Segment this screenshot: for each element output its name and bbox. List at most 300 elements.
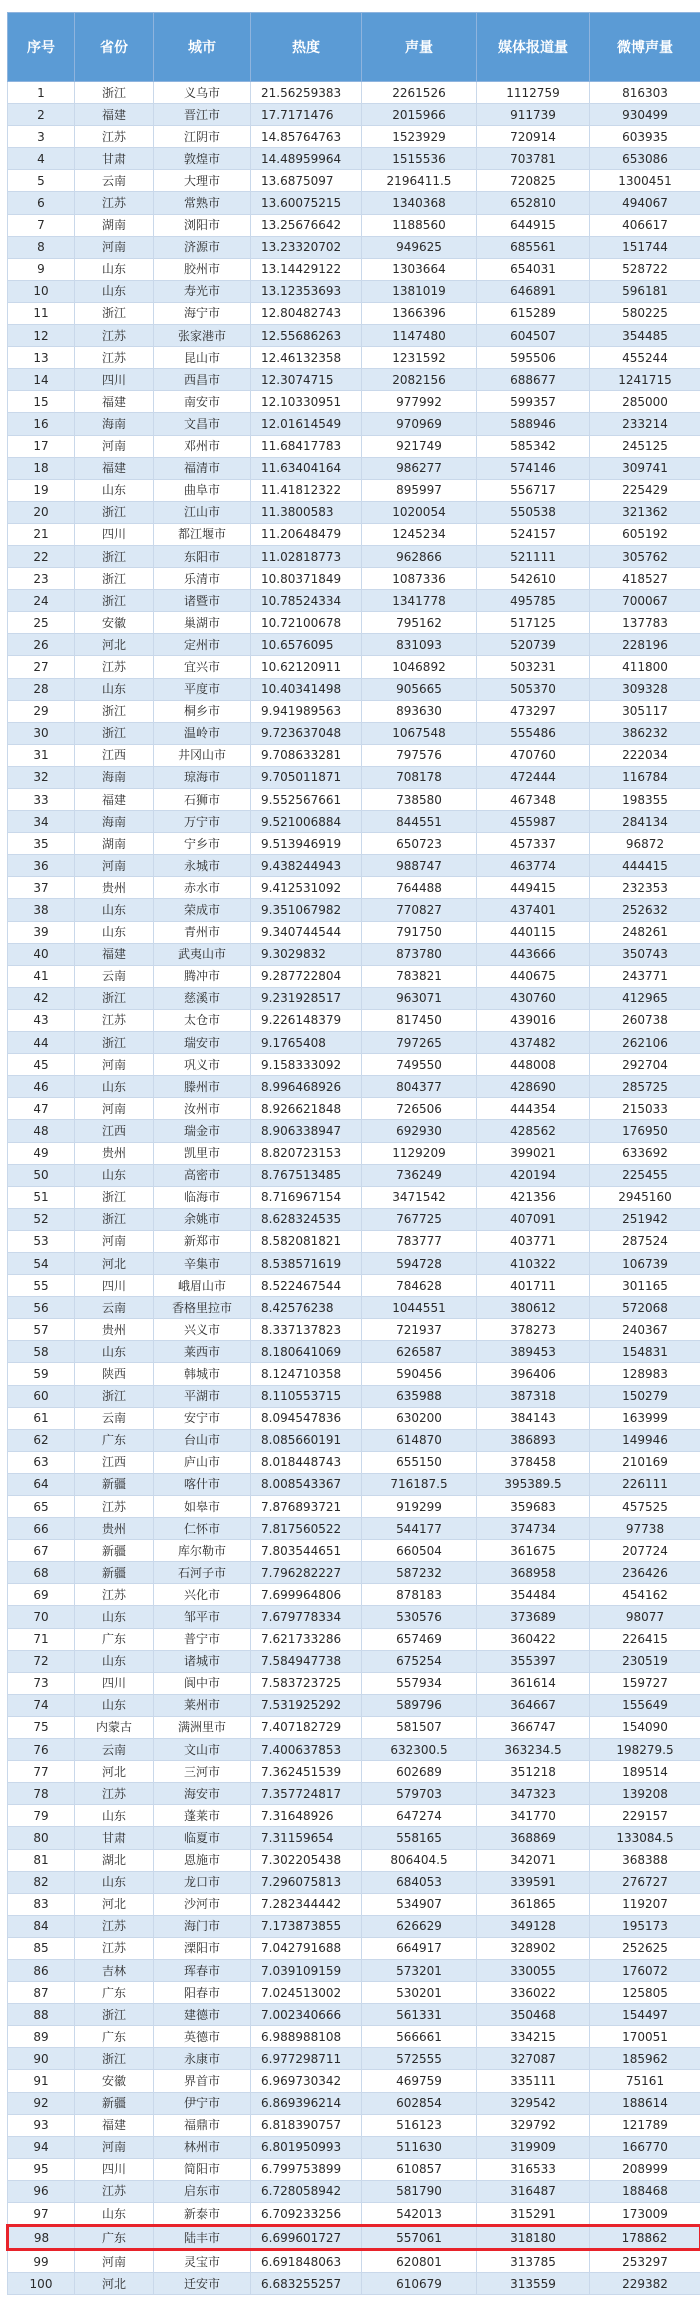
row-weibo-volume: 245125	[590, 435, 700, 457]
table-row	[8, 1761, 700, 1783]
row-city: 慈溪市	[154, 987, 251, 1009]
row-city: 启东市	[154, 2180, 251, 2202]
table-row	[8, 214, 700, 236]
table-row	[8, 1716, 700, 1738]
row-media-reports: 599357	[477, 391, 590, 413]
row-city: 普宁市	[154, 1628, 251, 1650]
row-volume: 783821	[362, 965, 477, 987]
row-volume: 1366396	[362, 302, 477, 324]
row-province: 新疆	[75, 1562, 154, 1584]
row-heat: 6.988988108	[251, 2026, 362, 2048]
row-province: 江苏	[75, 1009, 154, 1031]
row-volume: 1515536	[362, 148, 477, 170]
row-volume: 963071	[362, 987, 477, 1009]
row-media-reports: 389453	[477, 1341, 590, 1363]
row-weibo-volume: 229382	[590, 2273, 700, 2295]
row-weibo-volume: 309328	[590, 678, 700, 700]
row-heat: 6.691848063	[251, 2250, 362, 2273]
row-heat: 8.628324535	[251, 1208, 362, 1230]
row-volume: 1341778	[362, 590, 477, 612]
row-province: 山东	[75, 921, 154, 943]
row-volume: 579703	[362, 1783, 477, 1805]
row-weibo-volume: 285725	[590, 1076, 700, 1098]
row-province: 山东	[75, 678, 154, 700]
row-weibo-volume: 139208	[590, 1783, 700, 1805]
row-heat: 8.906338947	[251, 1120, 362, 1142]
row-province: 河南	[75, 855, 154, 877]
row-volume: 572555	[362, 2048, 477, 2070]
row-volume: 530201	[362, 1982, 477, 2004]
row-city: 寿光市	[154, 280, 251, 302]
row-volume: 893630	[362, 700, 477, 722]
row-index: 25	[8, 612, 75, 634]
row-volume: 1188560	[362, 214, 477, 236]
row-city: 定州市	[154, 634, 251, 656]
row-volume: 2196411.5	[362, 170, 477, 192]
table-row	[8, 1982, 700, 2004]
row-index: 43	[8, 1009, 75, 1031]
row-city: 永城市	[154, 855, 251, 877]
row-media-reports: 316487	[477, 2180, 590, 2202]
row-index: 57	[8, 1319, 75, 1341]
row-volume: 626629	[362, 1915, 477, 1937]
row-index: 82	[8, 1871, 75, 1893]
row-index: 14	[8, 369, 75, 391]
row-index: 72	[8, 1650, 75, 1672]
row-media-reports: 495785	[477, 590, 590, 612]
row-index: 83	[8, 1893, 75, 1915]
table-row	[8, 435, 700, 457]
row-heat: 7.679778334	[251, 1606, 362, 1628]
row-heat: 9.340744544	[251, 921, 362, 943]
row-heat: 10.62120911	[251, 656, 362, 678]
row-province: 陕西	[75, 1363, 154, 1385]
table-row	[8, 2273, 700, 2295]
row-province: 内蒙古	[75, 1716, 154, 1738]
row-weibo-volume: 116784	[590, 766, 700, 788]
row-province: 四川	[75, 1672, 154, 1694]
table-row	[8, 391, 700, 413]
row-province: 河南	[75, 1054, 154, 1076]
row-province: 四川	[75, 2158, 154, 2180]
row-heat: 9.708633281	[251, 744, 362, 766]
row-city: 兴义市	[154, 1319, 251, 1341]
row-media-reports: 354484	[477, 1584, 590, 1606]
row-weibo-volume: 137783	[590, 612, 700, 634]
row-city: 临夏市	[154, 1827, 251, 1849]
row-weibo-volume: 96872	[590, 833, 700, 855]
row-weibo-volume: 195173	[590, 1915, 700, 1937]
row-media-reports: 503231	[477, 656, 590, 678]
row-city: 伊宁市	[154, 2092, 251, 2114]
row-city: 阆中市	[154, 1672, 251, 1694]
row-media-reports: 374734	[477, 1518, 590, 1540]
row-heat: 7.362451539	[251, 1761, 362, 1783]
row-weibo-volume: 189514	[590, 1761, 700, 1783]
table-row	[8, 2092, 700, 2114]
row-heat: 8.42576238	[251, 1297, 362, 1319]
row-media-reports: 395389.5	[477, 1473, 590, 1495]
table-row	[8, 2004, 700, 2026]
row-index: 92	[8, 2092, 75, 2114]
row-province: 江西	[75, 744, 154, 766]
row-weibo-volume: 321362	[590, 501, 700, 523]
row-index: 18	[8, 457, 75, 479]
row-volume: 1129209	[362, 1142, 477, 1164]
row-heat: 6.969730342	[251, 2070, 362, 2092]
row-province: 山东	[75, 1341, 154, 1363]
table-row	[8, 1297, 700, 1319]
row-volume: 708178	[362, 766, 477, 788]
row-heat: 7.407182729	[251, 1716, 362, 1738]
row-heat: 7.796282227	[251, 1562, 362, 1584]
row-province: 江苏	[75, 126, 154, 148]
row-media-reports: 505370	[477, 678, 590, 700]
row-weibo-volume: 151744	[590, 236, 700, 258]
row-media-reports: 380612	[477, 1297, 590, 1319]
row-province: 浙江	[75, 82, 154, 104]
table-row	[8, 1694, 700, 1716]
row-media-reports: 378458	[477, 1451, 590, 1473]
row-province: 江苏	[75, 347, 154, 369]
row-media-reports: 373689	[477, 1606, 590, 1628]
row-province: 山东	[75, 1650, 154, 1672]
row-province: 湖南	[75, 214, 154, 236]
row-province: 福建	[75, 391, 154, 413]
row-index: 96	[8, 2180, 75, 2202]
row-province: 福建	[75, 457, 154, 479]
row-weibo-volume: 163999	[590, 1407, 700, 1429]
row-heat: 6.709233256	[251, 2203, 362, 2226]
row-volume: 962866	[362, 545, 477, 567]
row-media-reports: 420194	[477, 1164, 590, 1186]
row-province: 河北	[75, 634, 154, 656]
row-volume: 797265	[362, 1032, 477, 1054]
row-city: 胶州市	[154, 258, 251, 280]
row-media-reports: 470760	[477, 744, 590, 766]
row-index: 58	[8, 1341, 75, 1363]
table-row	[8, 1893, 700, 1915]
row-media-reports: 351218	[477, 1761, 590, 1783]
row-index: 75	[8, 1716, 75, 1738]
row-media-reports: 336022	[477, 1982, 590, 2004]
row-province: 河南	[75, 1230, 154, 1252]
header-heat: 热度	[251, 13, 362, 82]
row-city: 温岭市	[154, 722, 251, 744]
row-weibo-volume: 572068	[590, 1297, 700, 1319]
table-row	[8, 943, 700, 965]
row-media-reports: 341770	[477, 1805, 590, 1827]
row-city: 井冈山市	[154, 744, 251, 766]
row-city: 安宁市	[154, 1407, 251, 1429]
row-city: 济源市	[154, 236, 251, 258]
row-index: 27	[8, 656, 75, 678]
row-city: 浏阳市	[154, 214, 251, 236]
row-weibo-volume: 185962	[590, 2048, 700, 2070]
row-province: 福建	[75, 2114, 154, 2136]
row-province: 福建	[75, 943, 154, 965]
row-media-reports: 720825	[477, 170, 590, 192]
row-index: 15	[8, 391, 75, 413]
row-volume: 557061	[362, 2226, 477, 2250]
row-province: 山东	[75, 1076, 154, 1098]
row-media-reports: 335111	[477, 2070, 590, 2092]
table-row	[8, 1827, 700, 1849]
row-province: 山东	[75, 1164, 154, 1186]
row-media-reports: 595506	[477, 347, 590, 369]
row-index: 31	[8, 744, 75, 766]
row-index: 94	[8, 2136, 75, 2158]
row-weibo-volume: 1241715	[590, 369, 700, 391]
row-media-reports: 316533	[477, 2158, 590, 2180]
row-heat: 6.869396214	[251, 2092, 362, 2114]
row-province: 山东	[75, 1871, 154, 1893]
row-media-reports: 386893	[477, 1429, 590, 1451]
row-heat: 9.552567661	[251, 789, 362, 811]
row-heat: 8.110553715	[251, 1385, 362, 1407]
row-weibo-volume: 455244	[590, 347, 700, 369]
row-weibo-volume: 309741	[590, 457, 700, 479]
row-weibo-volume: 580225	[590, 302, 700, 324]
row-city: 都江堰市	[154, 523, 251, 545]
row-media-reports: 313559	[477, 2273, 590, 2295]
table-row	[8, 965, 700, 987]
row-volume: 721937	[362, 1319, 477, 1341]
header-index: 序号	[8, 13, 75, 82]
row-city: 大理市	[154, 170, 251, 192]
table-row	[8, 789, 700, 811]
row-media-reports: 437482	[477, 1032, 590, 1054]
row-heat: 8.538571619	[251, 1252, 362, 1274]
row-media-reports: 318180	[477, 2226, 590, 2250]
table-row	[8, 1562, 700, 1584]
row-heat: 12.80482743	[251, 302, 362, 324]
row-volume: 558165	[362, 1827, 477, 1849]
row-volume: 2015966	[362, 104, 477, 126]
row-heat: 11.68417783	[251, 435, 362, 457]
row-province: 四川	[75, 1275, 154, 1297]
row-province: 山东	[75, 1694, 154, 1716]
row-volume: 602854	[362, 2092, 477, 2114]
row-province: 浙江	[75, 590, 154, 612]
row-media-reports: 410322	[477, 1252, 590, 1274]
row-weibo-volume: 210169	[590, 1451, 700, 1473]
row-volume: 2261526	[362, 82, 477, 104]
table-row	[8, 126, 700, 148]
row-heat: 9.231928517	[251, 987, 362, 1009]
row-weibo-volume: 98077	[590, 1606, 700, 1628]
row-media-reports: 542610	[477, 568, 590, 590]
row-heat: 8.926621848	[251, 1098, 362, 1120]
row-heat: 10.40341498	[251, 678, 362, 700]
row-province: 江苏	[75, 192, 154, 214]
row-province: 河南	[75, 236, 154, 258]
row-heat: 8.767513485	[251, 1164, 362, 1186]
row-index: 22	[8, 545, 75, 567]
row-index: 61	[8, 1407, 75, 1429]
row-volume: 806404.5	[362, 1849, 477, 1871]
row-media-reports: 401711	[477, 1275, 590, 1297]
row-heat: 14.48959964	[251, 148, 362, 170]
row-media-reports: 315291	[477, 2203, 590, 2226]
row-volume: 1020054	[362, 501, 477, 523]
row-volume: 660504	[362, 1540, 477, 1562]
row-volume: 692930	[362, 1120, 477, 1142]
row-city: 曲阜市	[154, 479, 251, 501]
row-media-reports: 467348	[477, 789, 590, 811]
row-heat: 17.7171476	[251, 104, 362, 126]
row-volume: 594728	[362, 1252, 477, 1274]
row-weibo-volume: 166770	[590, 2136, 700, 2158]
row-media-reports: 360422	[477, 1628, 590, 1650]
row-media-reports: 339591	[477, 1871, 590, 1893]
row-media-reports: 1112759	[477, 82, 590, 104]
row-province: 广东	[75, 2226, 154, 2250]
row-index: 71	[8, 1628, 75, 1650]
row-province: 贵州	[75, 1142, 154, 1164]
row-volume: 684053	[362, 1871, 477, 1893]
row-heat: 7.002340666	[251, 2004, 362, 2026]
row-volume: 469759	[362, 2070, 477, 2092]
table-row	[8, 1142, 700, 1164]
row-index: 88	[8, 2004, 75, 2026]
table-row	[8, 1783, 700, 1805]
row-heat: 6.799753899	[251, 2158, 362, 2180]
table-row	[8, 1252, 700, 1274]
row-city: 迁安市	[154, 2273, 251, 2295]
row-city: 太仓市	[154, 1009, 251, 1031]
table-row	[8, 811, 700, 833]
row-city: 石狮市	[154, 789, 251, 811]
table-row	[8, 1275, 700, 1297]
row-city: 凯里市	[154, 1142, 251, 1164]
table-row	[8, 722, 700, 744]
table-row	[8, 1054, 700, 1076]
row-heat: 13.23320702	[251, 236, 362, 258]
row-heat: 8.582081821	[251, 1230, 362, 1252]
row-weibo-volume: 412965	[590, 987, 700, 1009]
row-city: 西昌市	[154, 369, 251, 391]
row-weibo-volume: 198355	[590, 789, 700, 811]
row-media-reports: 440115	[477, 921, 590, 943]
row-volume: 764488	[362, 877, 477, 899]
row-city: 诸城市	[154, 1650, 251, 1672]
row-city: 巢湖市	[154, 612, 251, 634]
row-weibo-volume: 596181	[590, 280, 700, 302]
row-volume: 738580	[362, 789, 477, 811]
table-row	[8, 523, 700, 545]
row-index: 60	[8, 1385, 75, 1407]
row-city: 溧阳市	[154, 1937, 251, 1959]
row-index: 42	[8, 987, 75, 1009]
row-heat: 12.46132358	[251, 347, 362, 369]
row-volume: 726506	[362, 1098, 477, 1120]
row-city: 韩城市	[154, 1363, 251, 1385]
row-province: 福建	[75, 104, 154, 126]
row-index: 30	[8, 722, 75, 744]
row-volume: 664917	[362, 1937, 477, 1959]
row-index: 91	[8, 2070, 75, 2092]
row-weibo-volume: 170051	[590, 2026, 700, 2048]
row-weibo-volume: 368388	[590, 1849, 700, 1871]
row-media-reports: 524157	[477, 523, 590, 545]
row-city: 莱州市	[154, 1694, 251, 1716]
row-city: 江阴市	[154, 126, 251, 148]
table-row	[8, 1518, 700, 1540]
row-index: 50	[8, 1164, 75, 1186]
row-heat: 12.3074715	[251, 369, 362, 391]
row-volume: 1044551	[362, 1297, 477, 1319]
row-index: 13	[8, 347, 75, 369]
row-province: 江苏	[75, 2180, 154, 2202]
row-index: 29	[8, 700, 75, 722]
row-province: 江苏	[75, 656, 154, 678]
row-heat: 9.521006884	[251, 811, 362, 833]
table-row	[8, 1363, 700, 1385]
table-row	[8, 1164, 700, 1186]
row-city: 海门市	[154, 1915, 251, 1937]
row-heat: 13.14429122	[251, 258, 362, 280]
row-heat: 11.41812322	[251, 479, 362, 501]
row-weibo-volume: 457525	[590, 1496, 700, 1518]
row-city: 灵宝市	[154, 2250, 251, 2273]
row-volume: 1046892	[362, 656, 477, 678]
row-city: 宁乡市	[154, 833, 251, 855]
row-city: 仁怀市	[154, 1518, 251, 1540]
row-weibo-volume: 386232	[590, 722, 700, 744]
row-province: 江苏	[75, 1915, 154, 1937]
row-media-reports: 652810	[477, 192, 590, 214]
row-media-reports: 319909	[477, 2136, 590, 2158]
row-city: 沙河市	[154, 1893, 251, 1915]
row-volume: 736249	[362, 1164, 477, 1186]
row-media-reports: 688677	[477, 369, 590, 391]
row-media-reports: 364667	[477, 1694, 590, 1716]
row-media-reports: 473297	[477, 700, 590, 722]
row-weibo-volume: 285000	[590, 391, 700, 413]
row-province: 广东	[75, 1628, 154, 1650]
row-index: 11	[8, 302, 75, 324]
row-heat: 7.400637853	[251, 1739, 362, 1761]
row-heat: 9.723637048	[251, 722, 362, 744]
table-row	[8, 280, 700, 302]
row-index: 20	[8, 501, 75, 523]
row-weibo-volume: 229157	[590, 1805, 700, 1827]
row-city: 桐乡市	[154, 700, 251, 722]
row-volume: 1245234	[362, 523, 477, 545]
row-city: 海宁市	[154, 302, 251, 324]
row-index: 12	[8, 325, 75, 347]
row-index: 21	[8, 523, 75, 545]
row-volume: 561331	[362, 2004, 477, 2026]
row-province: 海南	[75, 413, 154, 435]
row-province: 海南	[75, 811, 154, 833]
row-city: 常熟市	[154, 192, 251, 214]
row-province: 甘肃	[75, 1827, 154, 1849]
row-media-reports: 588946	[477, 413, 590, 435]
row-heat: 7.876893721	[251, 1496, 362, 1518]
row-volume: 1147480	[362, 325, 477, 347]
table-row	[8, 501, 700, 523]
row-index: 1	[8, 82, 75, 104]
row-index: 46	[8, 1076, 75, 1098]
row-index: 86	[8, 1959, 75, 1981]
row-city: 峨眉山市	[154, 1275, 251, 1297]
row-weibo-volume: 287524	[590, 1230, 700, 1252]
row-volume: 749550	[362, 1054, 477, 1076]
row-heat: 8.180641069	[251, 1341, 362, 1363]
row-heat: 7.296075813	[251, 1871, 362, 1893]
